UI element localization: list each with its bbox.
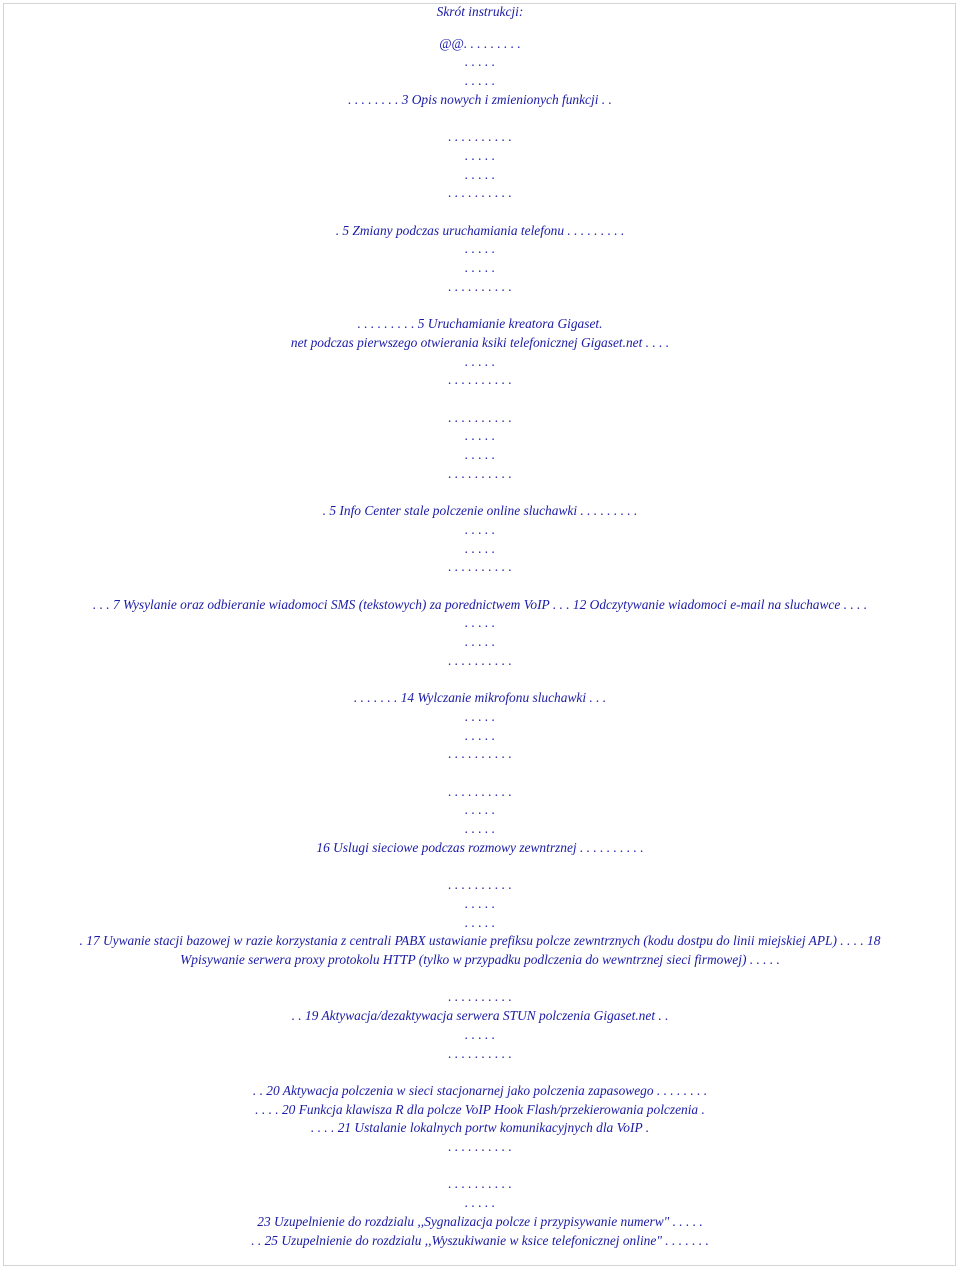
toc-line: 16 Uslugi sieciowe podczas rozmowy zewntrznej . . . . . . . . . . bbox=[316, 839, 644, 855]
toc-blank-line bbox=[0, 390, 960, 409]
toc-line: 23 Uzupelnienie do rozdzialu ,,Sygnalizacja polcze i przypisywanie numerw" . . . . . bbox=[257, 1213, 703, 1229]
toc-line: . . . . 20 Funkcja klawisza R dla polcze VoIP Hook Flash/przekierowania polczenia . bbox=[255, 1101, 705, 1117]
toc-blank-line bbox=[0, 484, 960, 503]
toc-line: . . 19 Aktywacja/dezaktywacja serwera STUN polczenia Gigaset.net . . bbox=[291, 1008, 669, 1024]
toc-line: . . . . . . . . . . bbox=[448, 652, 512, 668]
toc-line: . . . . . bbox=[464, 821, 496, 837]
toc-line: . . . . . bbox=[464, 428, 496, 444]
toc-line: . . . . . bbox=[464, 540, 496, 556]
toc-blank-line bbox=[0, 1157, 960, 1176]
toc-line: . . . . . bbox=[464, 615, 496, 631]
toc-line: . . . . . . . . . . bbox=[448, 1139, 512, 1155]
table-of-contents bbox=[0, 3, 960, 1250]
toc-line: . . . . . bbox=[464, 147, 496, 163]
toc-line: . . . . . . . . . . bbox=[448, 1045, 512, 1061]
toc-line: . . . . . . . . . . bbox=[448, 559, 512, 575]
toc-line: . . . . . . . . . . bbox=[448, 989, 512, 1005]
toc-line: . . . . . . . . . 5 Uruchamianie kreatora Gigaset. bbox=[357, 316, 603, 332]
toc-blank-line bbox=[0, 203, 960, 222]
toc-line: . . . . . . . . . . bbox=[448, 185, 512, 201]
toc-line: . . . . . . . . . . bbox=[448, 278, 512, 294]
toc-line: . . 20 Aktywacja polczenia w sieci stacjonarnej jako polczenia zapasowego . . . . . . . . bbox=[252, 1082, 708, 1098]
toc-line: . . . . . bbox=[464, 166, 496, 182]
toc-line: . . . . . bbox=[464, 73, 496, 89]
toc-blank-line bbox=[0, 110, 960, 129]
toc-line: net podczas pierwszego otwierania ksiki telefonicznej Gigaset.net . . . . bbox=[290, 334, 670, 350]
toc-title: Skrót instrukcji: bbox=[436, 4, 524, 19]
toc-line: . . . . . . . . 3 Opis nowych i zmienionych funkcji . . bbox=[348, 91, 612, 107]
toc-blank-line bbox=[0, 297, 960, 316]
toc-line: . . . . . . . . . . bbox=[448, 129, 512, 145]
toc-line: . . . . 21 Ustalanie lokalnych portw komunikacyjnych dla VoIP . bbox=[310, 1120, 650, 1136]
toc-line: . . . . . bbox=[464, 708, 496, 724]
toc-line: . . . . . . . . . . bbox=[448, 465, 512, 481]
toc-lines bbox=[0, 35, 960, 1251]
toc-line: . . . . . . . . . . bbox=[448, 783, 512, 799]
toc-line: . . 25 Uzupelnienie do rozdzialu ,,Wyszukiwanie w ksice telefonicznej online" . . . . . . . bbox=[251, 1232, 709, 1248]
toc-line: . . . . . bbox=[464, 895, 496, 911]
toc-line: . . . 7 Wysylanie oraz odbieranie wiadomoci SMS (tekstowych) za porednictwem VoIP . . . 12 Odczytywanie wiadomoci e-mail na sluchawce . . . . bbox=[92, 596, 868, 612]
toc-line: . . . . . bbox=[464, 1026, 496, 1042]
toc-blank-line bbox=[0, 577, 960, 596]
toc-line: @@. . . . . . . . . bbox=[439, 35, 521, 51]
toc-blank-line bbox=[0, 671, 960, 690]
toc-line: . . . . . . . . . . bbox=[448, 1176, 512, 1192]
toc-line: . 17 Uywanie stacji bazowej w razie korzystania z centrali PABX ustawianie prefiksu polcze zewntrznych (kodu dostpu do linii miejskiej APL) . . . . 18 bbox=[79, 933, 881, 949]
toc-line: . . . . . . . . . . bbox=[448, 746, 512, 762]
toc-line: . 5 Info Center stale polczenie online sluchawki . . . . . . . . . bbox=[322, 503, 638, 519]
toc-blank-line bbox=[0, 858, 960, 877]
toc-line: . . . . . bbox=[464, 241, 496, 257]
toc-line: . . . . . . . . . . bbox=[448, 409, 512, 425]
toc-line: . . . . . . . . . . bbox=[448, 372, 512, 388]
toc-line: . . . . . bbox=[464, 634, 496, 650]
toc-line: . . . . . bbox=[464, 914, 496, 930]
toc-line: . . . . . . . 14 Wylczanie mikrofonu sluchawki . . . bbox=[353, 690, 607, 706]
toc-line: . . . . . bbox=[464, 353, 496, 369]
toc-line: . . . . . bbox=[464, 260, 496, 276]
toc-line: . . . . . . . . . . bbox=[448, 877, 512, 893]
toc-line: . . . . . bbox=[464, 521, 496, 537]
toc-line: . . . . . bbox=[464, 447, 496, 463]
toc-blank-line bbox=[0, 970, 960, 989]
toc-blank-line bbox=[0, 1063, 960, 1082]
toc-blank-line bbox=[0, 764, 960, 783]
toc-line: . . . . . bbox=[464, 727, 496, 743]
toc-line: . 5 Zmiany podczas uruchamiania telefonu . . . . . . . . . bbox=[335, 222, 625, 238]
toc-line: . . . . . bbox=[464, 1195, 496, 1211]
toc-line: Wpisywanie serwera proxy protokolu HTTP (tylko w przypadku podlczenia do wewntrznej sieci firmowej) . . . . . bbox=[180, 952, 780, 968]
toc-line: . . . . . bbox=[464, 802, 496, 818]
toc-line: . . . . . bbox=[464, 54, 496, 70]
